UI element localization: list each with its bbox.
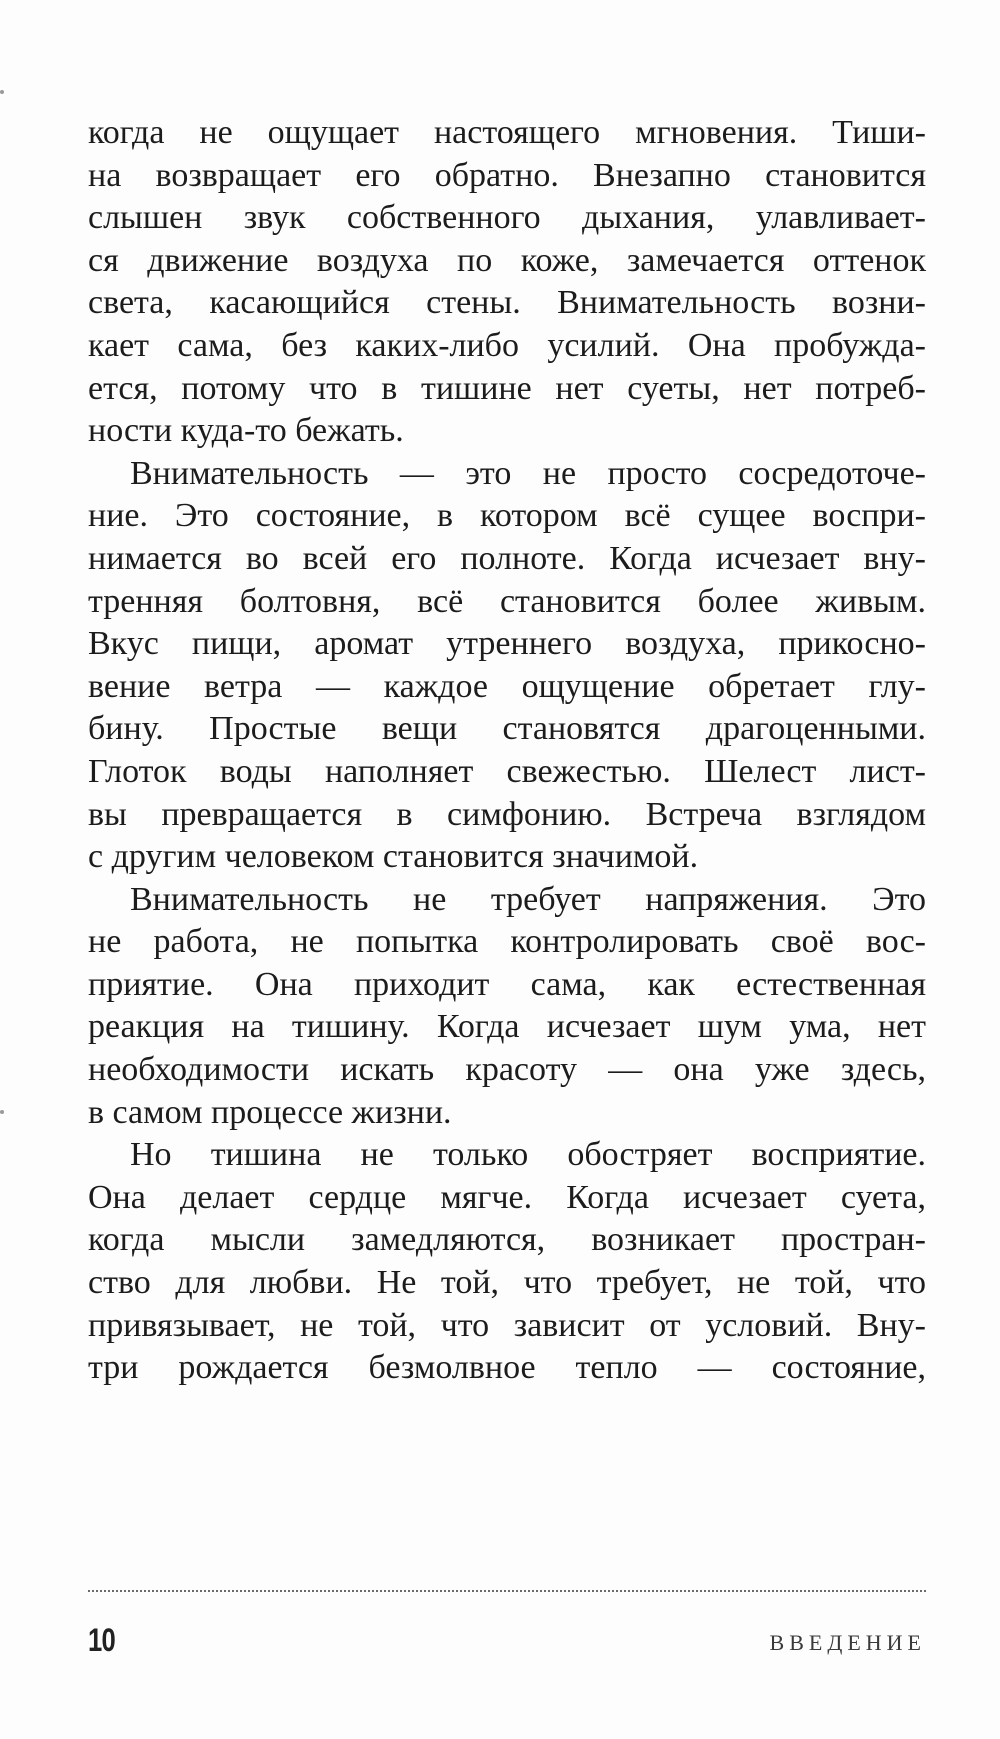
text-line: тренняя болтовня, всё становится более живым. [88,582,926,620]
text-line: Вкус пищи, аромат утреннего воздуха, прикосно- [88,625,926,663]
text-line: кает сама, без каких-либо усилий. Она пробужда- [88,326,926,364]
text-line: реакция на тишину. Когда исчезает шум ума, нет [88,1008,926,1046]
scan-speck [0,1110,4,1114]
paragraph-first-line: Внимательность — это не просто сосредоточе- [130,454,926,492]
text-line: вы превращается в симфонию. Встреча взглядом [88,795,926,833]
text-line: три рождается безмолвное тепло — состояние, [88,1349,926,1387]
text-line: вение ветра — каждое ощущение обретает глу- [88,667,926,705]
text-line: ности куда-то бежать. [88,412,404,450]
footer-divider [88,1590,926,1592]
text-line: не работа, не попытка контролировать своё вос- [88,923,926,961]
paragraph-first-line: Но тишина не только обостряет восприятие. [130,1136,926,1174]
text-line: нимается во всей его полноте. Когда исчезает вну- [88,539,926,577]
text-line: на возвращает его обратно. Внезапно становится [88,156,926,194]
text-line: ся движение воздуха по коже, замечается оттенок [88,241,926,279]
text-line: ние. Это состояние, в котором всё сущее воспри- [88,497,926,535]
text-line: привязывает, не той, что зависит от условий. Вну- [88,1306,926,1344]
text-line: ство для любви. Не той, что требует, не той, что [88,1264,926,1302]
body-text [88,112,926,1390]
paragraph-first-line: Внимательность не требует напряжения. Это [130,880,926,918]
page-number: 10 [88,1622,115,1658]
text-line: когда мысли замедляются, возникает простран- [88,1221,926,1259]
text-line: Она делает сердце мягче. Когда исчезает суета, [88,1178,926,1216]
text-line: когда не ощущает настоящего мгновения. Тиши- [88,114,926,151]
text-line: Глоток воды наполняет свежестью. Шелест лист- [88,752,926,790]
text-line: приятие. Она приходит сама, как естественная [88,965,926,1003]
text-line: в самом процессе жизни. [88,1093,452,1131]
text-line: бину. Простые вещи становятся драгоценными. [88,710,926,748]
text-line: слышен звук собственного дыхания, улавливает- [88,199,926,237]
text-line: необходимости искать красоту — она уже здесь, [88,1051,926,1089]
running-footer-section-title: ВВЕДЕНИЕ [769,1630,926,1655]
text-line: света, касающийся стены. Внимательность возни- [88,284,926,322]
text-line: с другим человеком становится значимой. [88,838,699,876]
scan-speck [0,90,4,94]
text-line: ется, потому что в тишине нет суеты, нет потреб- [88,369,926,407]
